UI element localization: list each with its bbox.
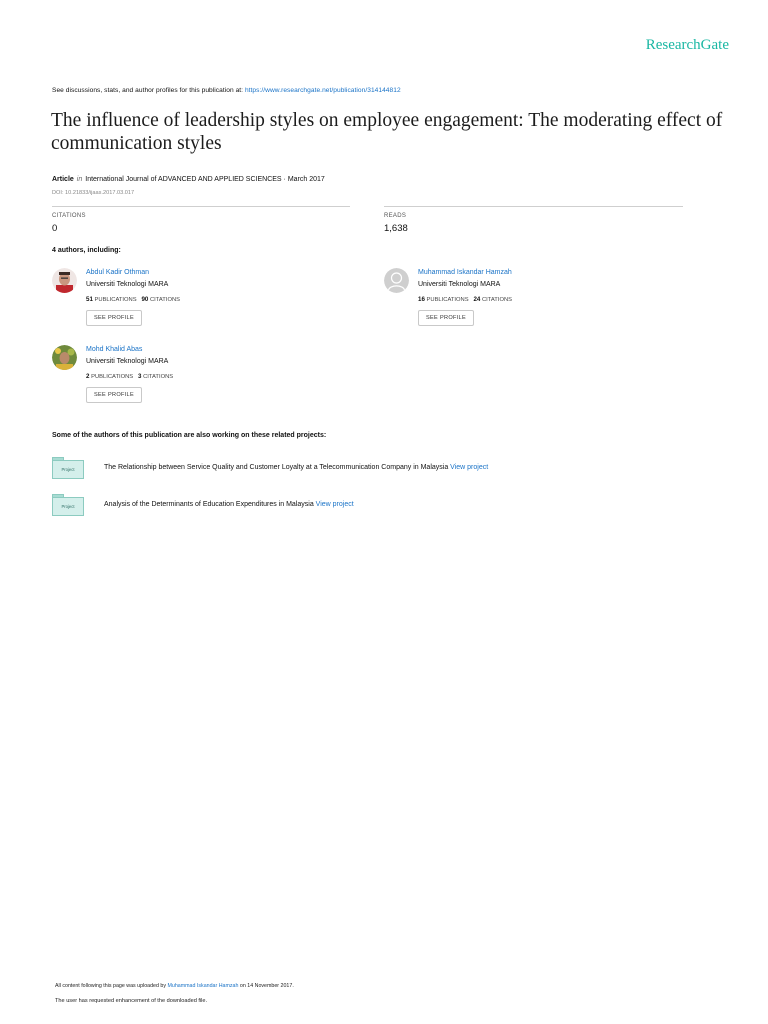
default-user-icon <box>384 268 409 293</box>
upload-notice <box>55 983 294 989</box>
researchgate-logo[interactable]: ResearchGate <box>645 37 729 53</box>
folder-label: Project <box>61 467 75 472</box>
journal-name[interactable]: International Journal of ADVANCED AND APPLIED SCIENCES · March 2017 <box>85 176 325 183</box>
author-institution: Universiti Teknologi MARA <box>86 358 169 365</box>
see-discussions-text: See discussions, stats, and author profiles for this publication at: <box>52 87 245 94</box>
reads-count: 1,638 <box>384 223 408 234</box>
author-photo-icon <box>52 345 77 370</box>
project-title <box>104 464 488 471</box>
author-card <box>384 268 684 338</box>
publications-count: 16 <box>418 296 425 303</box>
project-title <box>104 501 354 508</box>
upload-prefix: All content following this page was uploaded by <box>55 983 168 989</box>
citations-count: 0 <box>52 223 58 234</box>
author-name[interactable]: Abdul Kadir Othman <box>86 269 150 276</box>
related-projects-heading: Some of the authors of this publication are also working on these related projects: <box>52 432 327 439</box>
author-citations-label: CITATIONS <box>149 297 181 303</box>
doi: DOI: 10.21833/ijaas.2017.03.017 <box>52 190 135 196</box>
publications-count: 2 <box>86 373 90 380</box>
enhancement-notice: The user has requested enhancement of the downloaded file. <box>55 998 208 1004</box>
author-citations-label: CITATIONS <box>143 374 174 380</box>
author-photo-icon <box>52 268 77 293</box>
author-name[interactable]: Muhammad Iskandar Hamzah <box>418 269 512 276</box>
upload-suffix: on 14 November 2017. <box>238 983 294 989</box>
author-stats <box>86 296 180 303</box>
article-meta <box>52 176 325 183</box>
citations-label: CITATIONS <box>52 213 86 219</box>
author-card <box>52 345 352 415</box>
folder-label: Project <box>61 504 75 509</box>
author-citations-count: 24 <box>473 296 481 303</box>
author-institution: Universiti Teknologi MARA <box>86 281 169 288</box>
publications-label: PUBLICATIONS <box>91 374 134 380</box>
author-stats <box>418 296 512 303</box>
in-word: in <box>76 176 83 183</box>
project-item <box>52 494 652 520</box>
author-card <box>52 268 352 338</box>
publications-label: PUBLICATIONS <box>94 297 137 303</box>
reads-label: READS <box>384 213 407 219</box>
publications-count: 51 <box>86 296 93 303</box>
article-type: Article <box>52 176 74 183</box>
author-avatar[interactable] <box>52 268 77 293</box>
author-citations-count: 3 <box>138 373 142 380</box>
see-profile-button[interactable]: SEE PROFILE <box>418 310 474 326</box>
project-item <box>52 457 652 483</box>
view-project-link[interactable]: View project <box>450 464 489 471</box>
author-citations-label: CITATIONS <box>481 297 513 303</box>
project-title-text: Analysis of the Determinants of Education Expenditures in Malaysia <box>104 501 316 508</box>
project-folder-icon <box>52 494 84 517</box>
see-profile-button[interactable]: SEE PROFILE <box>86 387 142 403</box>
author-avatar[interactable] <box>52 345 77 370</box>
reads-divider <box>384 206 683 207</box>
publications-label: PUBLICATIONS <box>426 297 469 303</box>
publication-link-line <box>52 87 401 94</box>
author-avatar[interactable] <box>384 268 409 293</box>
author-citations-count: 90 <box>141 296 149 303</box>
citations-divider <box>52 206 350 207</box>
author-name[interactable]: Mohd Khalid Abas <box>86 346 143 353</box>
view-project-link[interactable]: View project <box>315 501 354 508</box>
author-stats <box>86 373 173 380</box>
authors-heading: 4 authors, including: <box>52 247 121 254</box>
uploader-link[interactable]: Muhammad Iskandar Hamzah <box>167 983 239 989</box>
see-profile-button[interactable]: SEE PROFILE <box>86 310 142 326</box>
project-folder-icon <box>52 457 84 480</box>
author-institution: Universiti Teknologi MARA <box>418 281 501 288</box>
paper-title: The influence of leadership styles on employee engagement: The moderating effect of communication styles <box>51 110 723 154</box>
publication-url-link[interactable]: https://www.researchgate.net/publication/314144812 <box>244 87 401 94</box>
project-title-text: The Relationship between Service Quality and Customer Loyalty at a Telecommunication Company in Malaysia <box>104 464 451 471</box>
